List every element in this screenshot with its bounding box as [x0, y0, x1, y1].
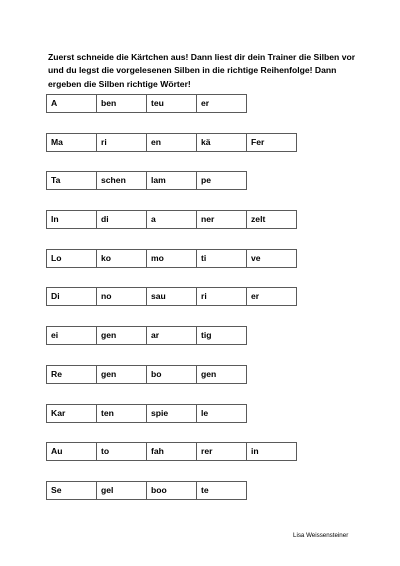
syllable-card: ri: [96, 133, 147, 152]
syllable-card: Ta: [46, 171, 97, 190]
syllable-card: ve: [246, 249, 297, 268]
syllable-card: Di: [46, 287, 97, 306]
syllable-row: [46, 442, 306, 461]
syllable-card: di: [96, 210, 147, 229]
syllable-card: bo: [146, 365, 197, 384]
syllable-card: mo: [146, 249, 197, 268]
syllable-card: pe: [196, 171, 247, 190]
syllable-card: sau: [146, 287, 197, 306]
syllable-card: A: [46, 94, 97, 113]
syllable-card: Ma: [46, 133, 97, 152]
syllable-card: to: [96, 442, 147, 461]
syllable-card: no: [96, 287, 147, 306]
syllable-card: a: [146, 210, 197, 229]
syllable-row: [46, 171, 306, 190]
syllable-card: Kar: [46, 404, 97, 423]
syllable-row: [46, 249, 306, 268]
syllable-row: [46, 287, 306, 306]
syllable-row: [46, 404, 306, 423]
syllable-row: [46, 94, 306, 113]
syllable-row: [46, 133, 306, 152]
syllable-row: [46, 481, 306, 500]
syllable-card: gen: [96, 365, 147, 384]
syllable-card: Au: [46, 442, 97, 461]
syllable-card: ben: [96, 94, 147, 113]
syllable-row: [46, 210, 306, 229]
syllable-table: [46, 94, 306, 520]
syllable-card: kä: [196, 133, 247, 152]
syllable-card: er: [196, 94, 247, 113]
syllable-card: lam: [146, 171, 197, 190]
syllable-card: gen: [96, 326, 147, 345]
syllable-card: teu: [146, 94, 197, 113]
syllable-card: in: [246, 442, 297, 461]
syllable-card: Se: [46, 481, 97, 500]
syllable-card: Fer: [246, 133, 297, 152]
syllable-card: zelt: [246, 210, 297, 229]
syllable-card: en: [146, 133, 197, 152]
syllable-card: er: [246, 287, 297, 306]
syllable-card: In: [46, 210, 97, 229]
syllable-card: tig: [196, 326, 247, 345]
syllable-card: schen: [96, 171, 147, 190]
syllable-card: ner: [196, 210, 247, 229]
syllable-card: ti: [196, 249, 247, 268]
syllable-card: gel: [96, 481, 147, 500]
syllable-card: le: [196, 404, 247, 423]
syllable-card: ko: [96, 249, 147, 268]
syllable-card: ri: [196, 287, 247, 306]
syllable-row: [46, 365, 306, 384]
syllable-card: te: [196, 481, 247, 500]
author-name: Lisa Weissensteiner: [293, 532, 349, 539]
syllable-card: ei: [46, 326, 97, 345]
syllable-card: rer: [196, 442, 247, 461]
syllable-card: boo: [146, 481, 197, 500]
syllable-card: fah: [146, 442, 197, 461]
syllable-card: Lo: [46, 249, 97, 268]
syllable-card: ten: [96, 404, 147, 423]
syllable-card: spie: [146, 404, 197, 423]
syllable-card: Re: [46, 365, 97, 384]
instructions-text: Zuerst schneide die Kärtchen aus! Dann liest dir dein Trainer die Silben vor und du legst die vorgelesenen Silben in die richtige Reihenfolge! Dann ergeben die Silben richtige Wörter!: [48, 52, 356, 89]
syllable-card: gen: [196, 365, 247, 384]
syllable-row: [46, 326, 306, 345]
syllable-card: ar: [146, 326, 197, 345]
